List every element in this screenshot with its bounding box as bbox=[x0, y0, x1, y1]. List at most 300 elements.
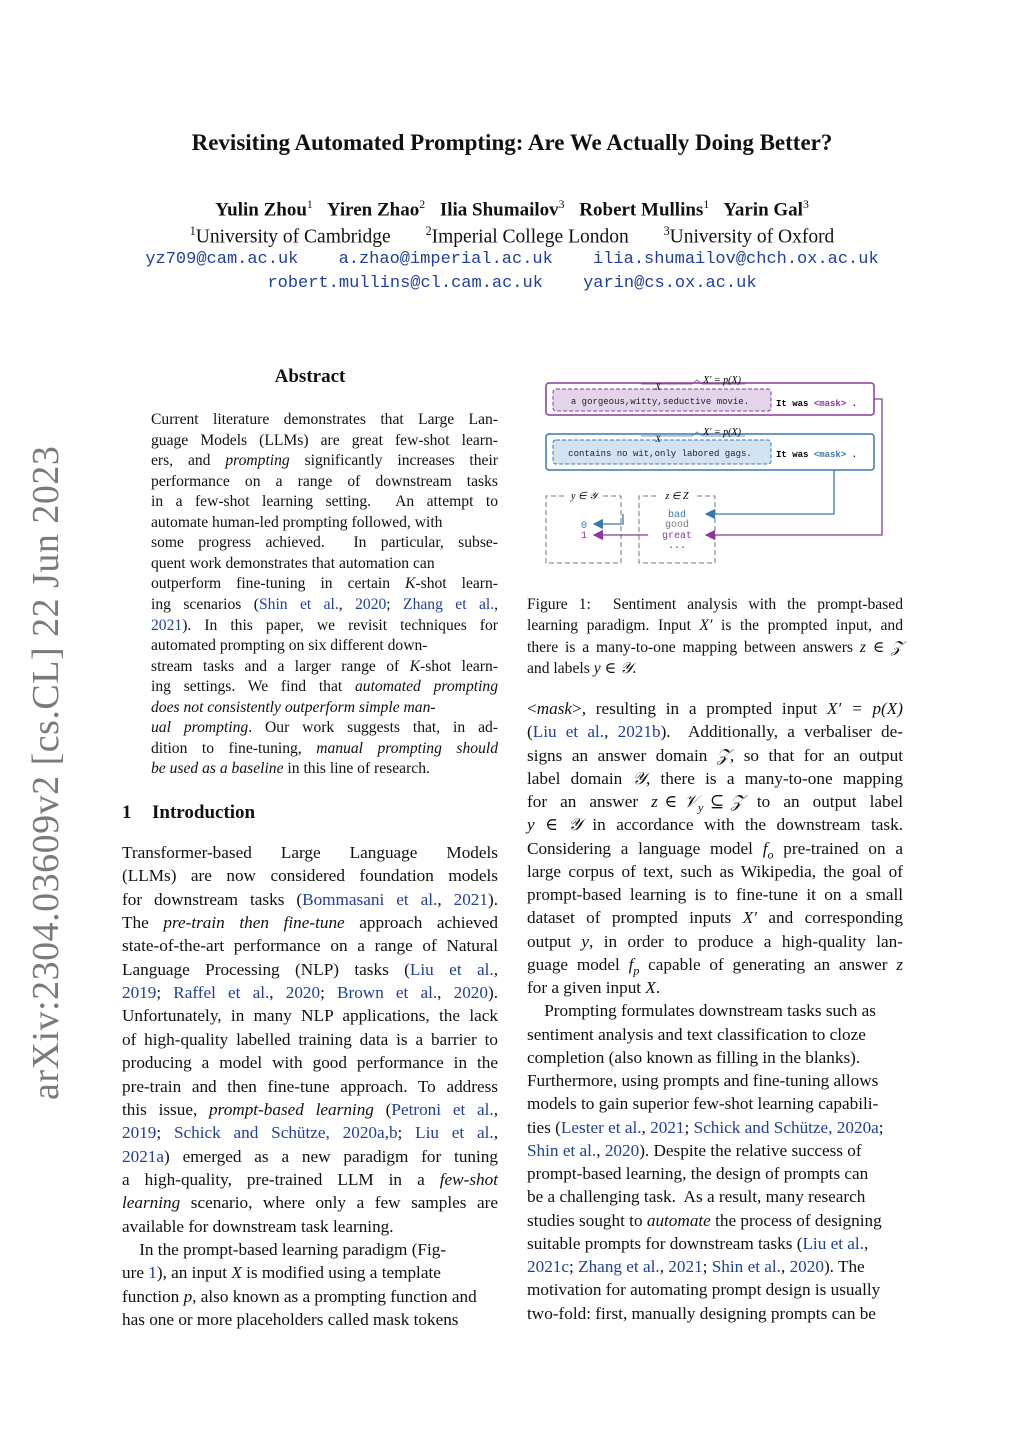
affiliation-name: University of Oxford bbox=[669, 226, 835, 248]
text-run: pre-train and then fine-tune approach. To address bbox=[122, 1076, 498, 1096]
text-run: prompt-based learning bbox=[209, 1099, 374, 1119]
author-name: Yiren Zhao bbox=[326, 199, 420, 221]
citation-link[interactable]: 2020 bbox=[453, 983, 488, 1003]
author-name: Yulin Zhou bbox=[215, 199, 307, 221]
text-run: -shot learn- bbox=[420, 657, 498, 675]
text-run: Prompting formulates downstream tasks such as bbox=[527, 1001, 876, 1021]
citation-link[interactable]: Lester et al. bbox=[560, 1117, 642, 1137]
text-run: ; bbox=[320, 983, 337, 1003]
text-line bbox=[527, 1280, 880, 1300]
text-run: X′ bbox=[742, 908, 757, 928]
text-line bbox=[527, 769, 903, 789]
author-name: Robert Mullins bbox=[579, 199, 704, 221]
text-run: , also known as a prompting function and bbox=[192, 1286, 477, 1306]
text-line bbox=[122, 1006, 498, 1026]
text-line bbox=[527, 792, 903, 815]
text-run: p bbox=[183, 1286, 193, 1306]
author-affiliation-mark: 2 bbox=[419, 198, 426, 211]
text-line bbox=[527, 1234, 868, 1254]
text-line bbox=[527, 1071, 878, 1091]
text-run: ual prompting bbox=[151, 719, 249, 737]
prompt-2-x-label: X bbox=[655, 434, 661, 444]
label-0: 0 bbox=[580, 521, 588, 532]
author-affiliation-mark: 3 bbox=[558, 198, 565, 211]
text-line bbox=[527, 955, 903, 978]
text-run: , bbox=[437, 889, 454, 909]
email-row bbox=[0, 250, 1024, 269]
text-line bbox=[527, 839, 903, 862]
text-line bbox=[122, 960, 498, 980]
text-run: for an answer bbox=[527, 792, 652, 811]
text-run: available for downstream task learning. bbox=[122, 1216, 394, 1236]
text-run: performance on a range of downstream tasks bbox=[151, 472, 498, 490]
text-line bbox=[151, 514, 442, 532]
citation-link[interactable]: 2021 bbox=[151, 616, 183, 634]
text-run: ). Additionally, a verbaliser de- bbox=[660, 722, 903, 742]
text-line bbox=[527, 746, 903, 766]
email-link[interactable]: ilia.shumailov@chch.ox.ac.uk bbox=[593, 250, 879, 269]
text-run: significantly increases their bbox=[289, 452, 498, 470]
citation-link[interactable]: Schick and Schütze, 2020a,b bbox=[173, 1123, 398, 1143]
text-run: , bbox=[596, 1140, 605, 1160]
answer-good: good bbox=[664, 520, 690, 531]
citation-link[interactable]: 2021 bbox=[668, 1257, 703, 1276]
text-run: ; bbox=[386, 595, 404, 613]
text-run: Furthermore, using prompts and fine-tuning allows bbox=[527, 1071, 879, 1090]
text-run: < bbox=[527, 699, 537, 718]
text-run: function bbox=[122, 1286, 184, 1306]
text-line bbox=[527, 978, 660, 998]
text-run: K bbox=[405, 575, 416, 593]
affiliation-mark: 1 bbox=[189, 224, 196, 238]
text-run: to an output label bbox=[743, 792, 903, 811]
text-line bbox=[527, 699, 903, 719]
text-run: producing a model with good performance in the bbox=[122, 1053, 498, 1073]
answer-great: great bbox=[661, 531, 693, 542]
section-number: 1 bbox=[122, 802, 132, 823]
text-run: y bbox=[697, 800, 704, 815]
affiliation-name: Imperial College London bbox=[431, 226, 629, 248]
text-line bbox=[151, 452, 498, 470]
affiliation-mark: 2 bbox=[425, 224, 432, 238]
text-run: ). The bbox=[823, 1257, 865, 1276]
text-line bbox=[122, 843, 498, 863]
text-run: (LLMs) are now considered foundation models bbox=[122, 866, 498, 886]
text-line bbox=[527, 1001, 876, 1021]
text-line bbox=[527, 815, 903, 835]
text-line bbox=[527, 659, 636, 678]
author-affiliation-mark: 1 bbox=[703, 198, 710, 211]
text-run: in accordance with the downstream task. bbox=[581, 815, 903, 835]
email-link[interactable]: yz709@cam.ac.uk bbox=[145, 250, 299, 269]
text-run: prompt-based learning is to fine-tune it on a small bbox=[527, 885, 903, 904]
text-line bbox=[527, 1187, 865, 1207]
citation-link[interactable]: 2021 bbox=[650, 1117, 685, 1137]
text-line bbox=[122, 1053, 498, 1073]
text-run: y bbox=[581, 931, 589, 951]
text-run: completion (also known as filling in the blanks). bbox=[527, 1047, 861, 1067]
citation-link[interactable]: Shin et al. bbox=[527, 1140, 597, 1160]
answer-domain-title: z ∈ Z bbox=[665, 491, 689, 502]
text-line bbox=[151, 658, 498, 676]
text-line bbox=[122, 1287, 477, 1307]
text-line bbox=[151, 678, 498, 696]
mask-to-bad-arrow bbox=[706, 470, 834, 514]
template-prefix: It was bbox=[776, 450, 814, 460]
text-run: Unfortunately, in many NLP applications, the lack bbox=[122, 1006, 498, 1026]
text-line bbox=[527, 722, 903, 742]
text-run: stream tasks and a larger range of bbox=[151, 657, 410, 675]
prompt-1-x-label: X bbox=[655, 382, 661, 392]
text-run: automated prompting bbox=[354, 678, 498, 696]
section-title: Introduction bbox=[152, 802, 256, 823]
text-run: In the prompt-based learning paradigm (Fig- bbox=[122, 1239, 447, 1259]
citation-link[interactable]: Liu et al. bbox=[415, 1123, 494, 1143]
text-run: ; bbox=[156, 1123, 174, 1143]
citation-link[interactable]: 2021b bbox=[617, 722, 661, 742]
author-affiliation-mark: 1 bbox=[306, 198, 313, 211]
text-run: output bbox=[527, 931, 582, 951]
text-line bbox=[151, 575, 498, 593]
text-line bbox=[151, 637, 427, 655]
text-run: ). bbox=[487, 889, 499, 909]
label-1: 1 bbox=[580, 531, 588, 542]
citation-link[interactable]: 2021a bbox=[122, 1146, 165, 1166]
text-run: f bbox=[628, 954, 634, 974]
text-run: this issue, bbox=[122, 1099, 210, 1119]
text-run: there is a many-to-one mapping between answers bbox=[527, 639, 860, 656]
text-line bbox=[122, 866, 498, 886]
text-run: is the prompted input, and bbox=[712, 617, 903, 634]
text-line bbox=[151, 699, 436, 717]
text-run: z ∈ 𝒵 bbox=[859, 639, 903, 656]
text-run: for a given input bbox=[527, 978, 646, 997]
text-run: pre-train then fine-tune bbox=[163, 913, 345, 933]
text-run: ) emerged as a new paradigm for tuning bbox=[164, 1146, 498, 1166]
text-run: , bbox=[494, 595, 499, 613]
text-line bbox=[122, 983, 498, 1003]
text-run: learning bbox=[122, 1193, 181, 1213]
text-line bbox=[122, 1030, 498, 1050]
text-run: 𝒵 bbox=[716, 745, 730, 765]
text-run: , bbox=[493, 1099, 498, 1119]
text-run: dition to fine-tuning, bbox=[151, 739, 317, 757]
text-run: . bbox=[655, 978, 661, 997]
text-run: prompting bbox=[225, 452, 290, 470]
text-run: ties ( bbox=[527, 1117, 561, 1137]
text-line bbox=[122, 1100, 498, 1120]
citation-link[interactable]: Petroni et al. bbox=[391, 1099, 494, 1119]
citation-link[interactable]: Liu et al. bbox=[532, 722, 605, 742]
text-run: Transformer-based Large Language Models bbox=[122, 843, 498, 862]
citation-link[interactable]: Brown et al. bbox=[337, 983, 438, 1003]
citation-link[interactable]: 2021 bbox=[453, 889, 488, 909]
text-run: guage Models (LLMs) are great few-shot learn- bbox=[151, 431, 498, 449]
text-run: ), an input bbox=[156, 1263, 232, 1283]
text-run: z bbox=[896, 954, 904, 974]
section-heading bbox=[122, 802, 255, 824]
text-run: does not consistently outperform simple man- bbox=[151, 698, 436, 716]
text-run: quent work demonstrates that automation can bbox=[151, 554, 435, 572]
text-run: 𝒴 bbox=[632, 768, 646, 788]
text-run: for downstream tasks ( bbox=[122, 889, 303, 909]
text-line bbox=[151, 596, 498, 614]
text-run: guage model bbox=[527, 954, 629, 974]
text-run: motivation for automating prompt design is usually bbox=[527, 1280, 881, 1300]
text-run: state-of-the-art performance on a range of Natural bbox=[122, 936, 498, 956]
text-run: ; bbox=[702, 1257, 712, 1276]
text-run: y ∈ 𝒴 bbox=[527, 815, 582, 835]
citation-link[interactable]: Liu et al. bbox=[802, 1233, 865, 1253]
abstract-heading: Abstract bbox=[274, 366, 346, 387]
text-line bbox=[122, 913, 498, 933]
affiliation-list bbox=[0, 224, 1024, 249]
template-suffix: . bbox=[846, 399, 858, 409]
text-run: , bbox=[641, 1117, 651, 1137]
citation-link[interactable]: Zhang et al. bbox=[578, 1257, 660, 1276]
text-line bbox=[122, 936, 498, 956]
citation-link[interactable]: Bommasani et al. bbox=[302, 889, 438, 909]
text-line bbox=[122, 1310, 458, 1330]
text-run: Current literature demonstrates that Large Lan- bbox=[151, 411, 498, 428]
text-run: X′ = p(X) bbox=[827, 699, 903, 718]
text-run: . bbox=[632, 660, 637, 677]
text-run: f bbox=[762, 838, 768, 858]
text-run: in this line of research. bbox=[283, 760, 430, 778]
text-run: , bbox=[269, 983, 286, 1003]
text-run: outperform fine-tuning in certain bbox=[151, 575, 406, 593]
text-line bbox=[527, 617, 903, 635]
text-run: be a challenging task. As a result, many research bbox=[527, 1187, 866, 1207]
text-run: ( bbox=[527, 722, 533, 742]
text-run: large corpus of text, such as Wikipedia, the goal of bbox=[527, 861, 903, 881]
text-run: ers, and bbox=[151, 452, 226, 470]
citation-link[interactable]: Liu et al. bbox=[409, 959, 494, 979]
author-list bbox=[0, 198, 1024, 221]
text-run: prompt-based learning, the design of prompts can bbox=[527, 1164, 869, 1183]
text-line bbox=[151, 760, 430, 778]
text-line bbox=[527, 1257, 865, 1277]
citation-link[interactable]: Zhang et al. bbox=[403, 595, 495, 613]
citation-link[interactable]: 2019 bbox=[122, 1123, 157, 1143]
text-run: , bbox=[604, 722, 618, 742]
prompt-2-label: X′ = p(X) bbox=[703, 427, 741, 438]
text-line bbox=[151, 473, 498, 491]
text-run: ; bbox=[156, 983, 174, 1003]
text-run: and corresponding bbox=[756, 908, 903, 928]
text-run: z ∈ 𝒱 bbox=[651, 792, 698, 811]
text-run: learning paradigm. Input bbox=[527, 617, 700, 634]
author-name: Ilia Shumailov bbox=[439, 199, 559, 221]
affiliation-name: University of Cambridge bbox=[195, 226, 391, 248]
text-run: few-shot bbox=[439, 1169, 498, 1189]
text-line bbox=[527, 885, 903, 905]
answer-ellipsis: ... bbox=[667, 541, 687, 552]
text-run: automate bbox=[646, 1210, 711, 1230]
text-run: a high-quality, pre-trained LLM in a bbox=[122, 1169, 440, 1189]
text-run: -shot learn- bbox=[415, 575, 498, 593]
text-run: ; bbox=[684, 1117, 694, 1137]
text-run: >, resulting in a prompted input bbox=[572, 699, 828, 718]
text-run: ; bbox=[878, 1117, 884, 1137]
citation-link[interactable]: Schick and Schütze, 2020a bbox=[693, 1117, 879, 1137]
text-run: ⊆ 𝒵 bbox=[703, 792, 744, 811]
text-line bbox=[527, 1094, 878, 1114]
text-run: , bbox=[659, 1257, 669, 1276]
citation-link[interactable]: Shin et al. bbox=[258, 595, 339, 613]
text-run: o bbox=[767, 846, 774, 861]
text-run: automate human-led prompting followed, with bbox=[151, 513, 443, 531]
text-run: of high-quality labelled training data is a barrier to bbox=[122, 1029, 498, 1049]
text-run: ing scenarios ( bbox=[151, 595, 259, 613]
text-run: ). Despite the relative success of bbox=[639, 1140, 862, 1160]
text-run: X′ bbox=[699, 617, 713, 634]
text-run: automated prompting on six different down- bbox=[151, 637, 428, 655]
text-line bbox=[151, 740, 498, 758]
text-line bbox=[527, 908, 903, 928]
affiliation-mark: 3 bbox=[663, 224, 670, 238]
text-run: ). bbox=[487, 983, 498, 1003]
prompt-1-input-text: a gorgeous,witty,seductive movie. bbox=[570, 397, 750, 407]
text-run: The bbox=[122, 913, 164, 933]
text-run: ing settings. We find that bbox=[151, 678, 355, 696]
mask-token: <mask> bbox=[813, 399, 847, 409]
author-name: Yarin Gal bbox=[723, 199, 803, 221]
text-line bbox=[527, 1211, 882, 1231]
text-line bbox=[122, 1077, 498, 1097]
text-run: some progress achieved. In particular, subse- bbox=[151, 534, 498, 552]
prompt-1-label: X′ = p(X) bbox=[703, 375, 741, 386]
text-run: Language Processing (NLP) tasks ( bbox=[122, 959, 410, 979]
citation-link[interactable]: 2019 bbox=[122, 983, 157, 1003]
text-line bbox=[527, 1048, 860, 1068]
citation-link[interactable]: Shin et al. bbox=[711, 1257, 781, 1276]
text-run: ure bbox=[122, 1263, 149, 1283]
text-line bbox=[151, 534, 498, 552]
text-run: p bbox=[633, 963, 640, 978]
text-run: , bbox=[338, 595, 356, 613]
text-run: Figure 1: Sentiment analysis with the prompt-based bbox=[527, 596, 903, 613]
text-line bbox=[151, 555, 435, 573]
text-line bbox=[122, 1217, 394, 1237]
text-line bbox=[527, 638, 903, 657]
text-line bbox=[122, 1170, 498, 1190]
text-run: manual prompting should bbox=[316, 739, 498, 757]
citation-link[interactable]: 2020 bbox=[355, 595, 387, 613]
text-line bbox=[122, 1240, 446, 1260]
text-line bbox=[122, 1263, 441, 1283]
prompt-2-input-text: contains no wit,only labored gags. bbox=[568, 449, 752, 459]
text-run: mask bbox=[536, 699, 573, 718]
text-run: and labels bbox=[527, 660, 594, 677]
text-line bbox=[527, 932, 903, 952]
text-line bbox=[151, 719, 498, 737]
text-run: ; bbox=[569, 1257, 579, 1276]
text-run: X bbox=[645, 978, 656, 997]
text-run: ). In this paper, we revisit techniques for bbox=[182, 616, 498, 634]
text-line bbox=[122, 1193, 498, 1213]
figure-1-diagram bbox=[536, 372, 886, 572]
text-run: , bbox=[493, 959, 498, 979]
label-domain-title: y ∈ 𝒴 bbox=[571, 491, 597, 502]
text-run: be used as a baseline bbox=[151, 760, 284, 778]
prompt-1-template bbox=[776, 399, 857, 409]
text-run: label domain bbox=[527, 768, 633, 788]
text-run: , bbox=[437, 983, 454, 1003]
text-line bbox=[527, 862, 903, 882]
text-run: K bbox=[409, 657, 421, 675]
text-line bbox=[527, 1164, 868, 1184]
text-run: , in order to produce a high-quality lan- bbox=[589, 931, 903, 951]
citation-link[interactable]: 2020 bbox=[604, 1140, 640, 1160]
text-line bbox=[151, 493, 498, 511]
text-run: studies sought to bbox=[527, 1210, 647, 1230]
template-prefix: It was bbox=[776, 399, 814, 409]
text-line bbox=[527, 1304, 876, 1324]
text-run: models to gain superior few-shot learning capabili- bbox=[527, 1094, 879, 1114]
text-run: , bbox=[493, 1123, 498, 1143]
text-run: two-fold: first, manually designing prompts can be bbox=[527, 1303, 876, 1323]
text-line bbox=[527, 596, 903, 614]
mask-token: <mask> bbox=[813, 450, 847, 460]
text-run: in a few-shot learning setting. An attempt to bbox=[151, 493, 498, 511]
bad-to-0-arrow bbox=[594, 514, 623, 524]
arxiv-identifier: arXiv:2304.03609v2 [cs.CL] 22 Jun 2023 bbox=[25, 445, 67, 1100]
text-line bbox=[151, 411, 498, 429]
text-line bbox=[122, 890, 498, 910]
prompt-2-template bbox=[776, 450, 857, 460]
author-affiliation-mark: 3 bbox=[802, 198, 809, 211]
text-run: y ∈ 𝒴 bbox=[593, 660, 633, 677]
text-run: dataset of prompted inputs bbox=[527, 908, 743, 928]
text-line bbox=[527, 1118, 884, 1138]
text-run: , so that for an output bbox=[729, 745, 903, 765]
text-line bbox=[151, 432, 498, 450]
text-run: has one or more placeholders called mask tokens bbox=[122, 1310, 459, 1329]
paper-title: Revisiting Automated Prompting: Are We Actually Doing Better? bbox=[191, 130, 833, 155]
email-row bbox=[0, 274, 1024, 293]
citation-link[interactable]: 2020 bbox=[789, 1257, 824, 1276]
text-run: signs an answer domain bbox=[527, 745, 717, 765]
text-run: ( bbox=[373, 1099, 392, 1119]
text-run: scenario, where only a few samples are bbox=[180, 1193, 498, 1213]
email-link[interactable]: a.zhao@imperial.ac.uk bbox=[338, 250, 553, 269]
text-line bbox=[122, 1147, 498, 1167]
citation-link[interactable]: Raffel et al. bbox=[173, 983, 270, 1003]
email-link[interactable]: yarin@cs.ox.ac.uk bbox=[583, 274, 757, 293]
text-run: suitable prompts for downstream tasks ( bbox=[527, 1233, 803, 1253]
text-run: X bbox=[231, 1263, 242, 1283]
text-run: , bbox=[864, 1233, 869, 1253]
text-run: . Our work suggests that, in ad- bbox=[248, 719, 498, 737]
text-run: capable of generating an answer bbox=[639, 954, 897, 974]
text-run: , bbox=[780, 1257, 790, 1276]
citation-link[interactable]: 1 bbox=[148, 1263, 157, 1283]
template-suffix: . bbox=[846, 450, 858, 460]
text-run: ; bbox=[397, 1123, 416, 1143]
text-run: the process of designing bbox=[710, 1210, 882, 1230]
text-run: sentiment analysis and text classification to cloze bbox=[527, 1024, 866, 1044]
text-line bbox=[527, 1025, 866, 1045]
text-run: approach achieved bbox=[344, 913, 498, 933]
text-line bbox=[122, 1123, 498, 1143]
citation-link[interactable]: 2020 bbox=[285, 983, 321, 1003]
answer-bad: bad bbox=[667, 510, 687, 521]
text-run: is modified using a template bbox=[241, 1263, 441, 1283]
email-link[interactable]: robert.mullins@cl.cam.ac.uk bbox=[267, 274, 543, 293]
text-run: pre-trained on a bbox=[773, 838, 903, 858]
citation-link[interactable]: 2021c bbox=[527, 1257, 570, 1276]
